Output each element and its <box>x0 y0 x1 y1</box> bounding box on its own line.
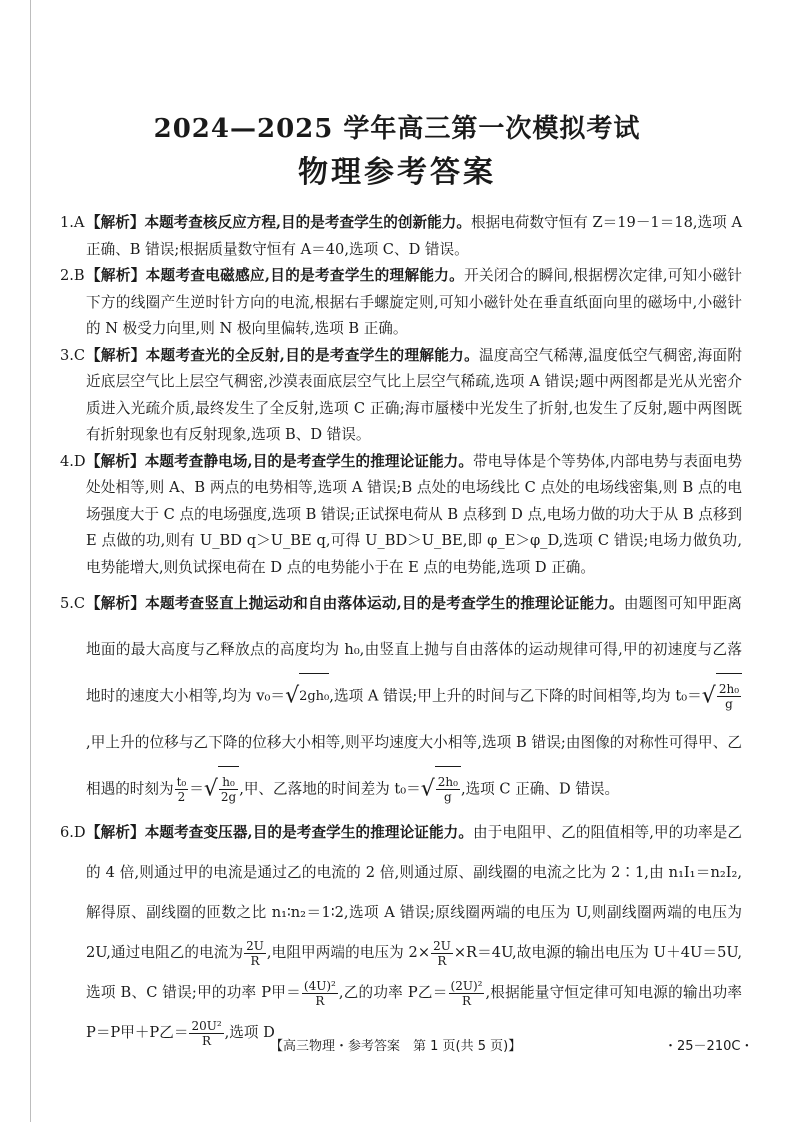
analysis-text: ,乙的功率 P乙＝ <box>338 984 448 1001</box>
analysis-text: 温度高空气稀薄,温度低空气稠密,海面附近底层空气比上层空气稠密,沙漠表面底层空气比上层空气稀疏,选项 A 错误;题中两图都是光从光密介质进入光疏介质,最终发生了全反射,选项 C 正确;海市蜃楼中光发生了折射,也发生了反射,题中两图既有折射现象也有反射现象,选项 B、D 错误。 <box>86 346 742 443</box>
analysis-tag: 【解析】 <box>86 214 145 231</box>
footer-exam-code: ・25－210C・ <box>664 1039 754 1054</box>
answer-item-3 <box>60 343 742 449</box>
answer-item-1 <box>60 210 742 263</box>
analysis-lead: 本题考查光的全反射,目的是考查学生的理解能力。 <box>145 346 479 364</box>
equals-sign: ＝ <box>189 780 204 798</box>
answer-item-4 <box>60 449 742 582</box>
answer-list <box>60 210 743 1053</box>
fraction-denominator: g <box>725 697 733 711</box>
analysis-tag: 【解析】 <box>86 824 145 841</box>
sqrt-fraction: √ $\frac{\text{2h₀}}{g}$ <box>702 673 742 720</box>
answer-number: 4.D <box>60 452 86 470</box>
analysis-lead: 本题考查电磁感应,目的是考查学生的理解能力。 <box>145 267 465 284</box>
fraction <box>431 939 453 968</box>
fraction <box>244 939 266 968</box>
fraction-numerator: 2U <box>433 938 451 953</box>
sqrt-expression: √2gh₀ <box>285 673 329 720</box>
answer-item-2 <box>60 263 742 343</box>
fraction <box>175 775 189 804</box>
analysis-tag: 【解析】 <box>86 595 146 612</box>
sqrt-fraction: √ $\frac{\text{2h₀}}{g}$ <box>421 766 461 813</box>
analysis-text: 由于电阻甲、乙的阻值相等,甲的功率是乙的 4 倍,则通过甲的电流是通过乙的电流的 2 倍,则通过原、副线圈的电流之比为 2∶1,由 n₁I₁＝n₂I₂,解得原、副线圈的匝数之比 n₁∶n₂＝1∶2,选项 A 错误;原线圈两端的电压为 U,则副线圈两端的电压为 2U,通过电阻乙的电流为 <box>86 824 742 961</box>
analysis-text: 带电导体是个等势体,内部电势与表面电势处处相等,则 A、B 两点的电势相等,选项 A 错误;B 点处的电场线比 C 点处的电场线密集,则 B 点的电场强度大于 C 点的电场强度,选项 B 错误;正试探电荷从 B 点移到 D 点,电场力做的功大于从 B 点移到 E 点做的功,则有 U_BD q＞U_BE q,可得 U_BD＞U_BE,即 φ_E＞φ_D,选项 C 错误;电场力做负功,电势能增大,则负试探电荷在 D 点的电势能小于在 E 点的电势能,选项 D 正确。 <box>86 452 742 576</box>
fraction-denominator: g <box>444 790 452 804</box>
fraction-denominator: R <box>202 1033 212 1048</box>
fraction <box>449 979 485 1008</box>
analysis-text: ,选项 C 正确、D 错误。 <box>460 780 620 798</box>
fraction-denominator: 2g <box>220 790 237 804</box>
fraction-numerator: (4U)² <box>303 978 336 993</box>
fraction-denominator: 2 <box>177 790 186 804</box>
fraction-denominator: R <box>250 953 260 968</box>
fraction-numerator: 2h₀ <box>718 682 740 696</box>
fraction-numerator: 2h₀ <box>437 775 458 789</box>
analysis-tag: 【解析】 <box>86 346 146 364</box>
fraction-denominator: R <box>461 993 471 1008</box>
analysis-lead: 本题考查竖直上抛运动和自由落体运动,目的是考查学生的推理论证能力。 <box>145 595 624 612</box>
analysis-text: ,选项 D <box>224 1024 275 1041</box>
answer-number: 3.C <box>60 346 86 364</box>
analysis-lead: 本题考查静电场,目的是考查学生的推理论证能力。 <box>144 452 474 470</box>
answer-number: 2.B <box>60 267 85 284</box>
fraction-denominator: R <box>437 953 447 968</box>
analysis-text: ,甲、乙落地的时间差为 t₀＝ <box>239 780 421 798</box>
answer-title: 物理参考答案 <box>298 155 496 190</box>
analysis-text: 开关闭合的瞬间,根据楞次定律,可知小磁针下方的线圈产生逆时针方向的电流,根据右手螺旋定则,可知小磁针处在垂直纸面向里的磁场中,小磁针的 N 极受力向里,则 N 极向里偏转,选项 B 正确。 <box>86 267 742 337</box>
fraction-numerator: 20U² <box>191 1018 222 1033</box>
analysis-lead: 本题考查变压器,目的是考查学生的推理论证能力。 <box>144 824 474 841</box>
document-header <box>0 112 794 194</box>
answer-number: 1.A <box>60 214 85 231</box>
fraction <box>302 979 338 1008</box>
sqrt-fraction: √ $\frac{\text{h₀}}{2g}$ <box>204 766 239 813</box>
analysis-lead: 本题考查核反应方程,目的是考查学生的创新能力。 <box>144 214 471 231</box>
analysis-text: 根据电荷数守恒有 Z＝19－1＝18,选项 A 正确、B 错误;根据质量数守恒有 A＝40,选项 C、D 错误。 <box>86 214 742 258</box>
fraction <box>189 1019 223 1048</box>
analysis-text: 由题图可知甲距离地面的最大高度与乙释放点的高度均为 h₀,由竖直上抛与自由落体的运动规律可得,甲的初速度与乙落地时的速度大小相等,均为 v₀＝ <box>86 595 742 705</box>
analysis-text: ,甲上升的位移与乙下降的位移大小相等,则平均速度大小相等,选项 B 错误;由图像的对称性可得甲、乙相遇的时刻为 <box>86 734 742 798</box>
analysis-text: ×R＝4U,故电源的输出电压为 U＋4U＝5U,选项 B、C 错误;甲的功率 P甲＝ <box>86 944 743 1001</box>
fraction-numerator: (2U)² <box>450 978 483 993</box>
answer-number: 6.D <box>60 824 86 841</box>
exam-title: 2024—2025 学年高三第一次模拟考试 <box>153 114 641 144</box>
footer-page-info: 【高三物理・参考答案 第 1 页(共 5 页)】 <box>270 1039 522 1054</box>
analysis-tag: 【解析】 <box>86 452 145 470</box>
analysis-text: ,选项 A 错误;甲上升的时间与乙下降的时间相等,均为 t₀＝ <box>329 687 702 705</box>
fraction-numerator: t₀ <box>176 775 187 789</box>
analysis-text: ,电阻甲两端的电压为 2× <box>266 944 431 961</box>
fraction-denominator: R <box>315 993 325 1008</box>
answer-item-6 <box>60 813 743 1053</box>
analysis-text: ,根据能量守恒定律可知电源的输出功率 P＝P甲＋P乙＝ <box>86 984 742 1041</box>
sqrt-radicand: 2gh₀ <box>299 673 329 720</box>
fraction-numerator: 2U <box>246 938 264 953</box>
answer-item-5 <box>60 581 742 813</box>
analysis-tag: 【解析】 <box>86 267 146 284</box>
fraction-numerator: h₀ <box>219 775 238 790</box>
answer-number: 5.C <box>60 595 86 612</box>
